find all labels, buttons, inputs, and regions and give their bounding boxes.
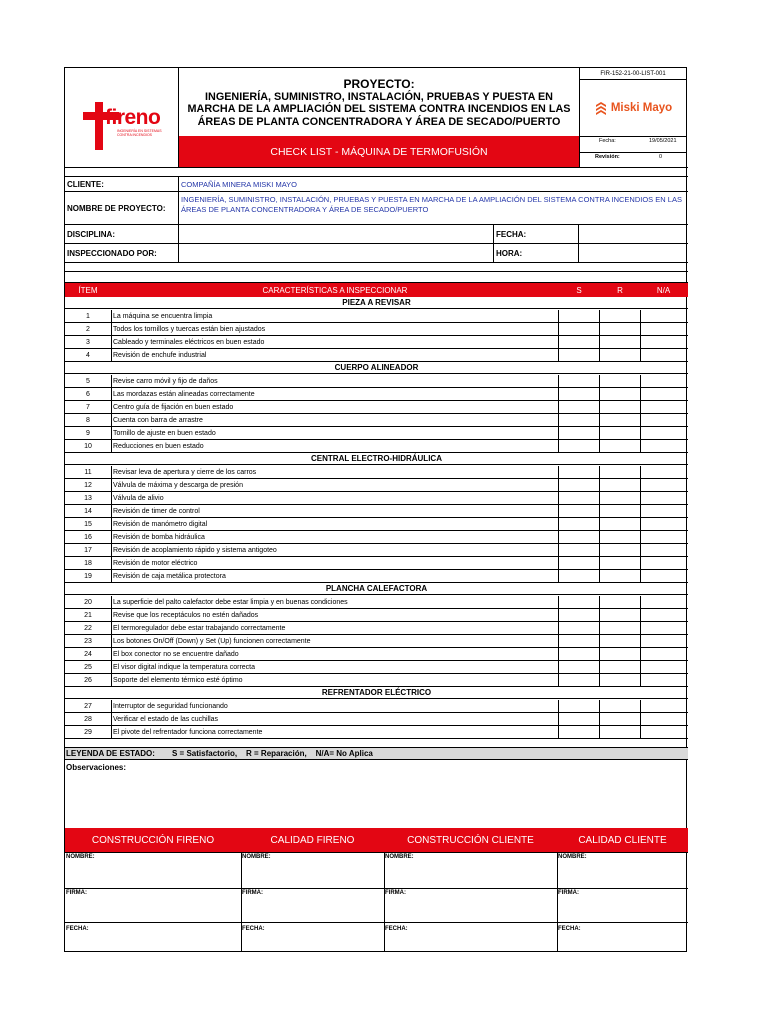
check-na[interactable] (640, 700, 687, 712)
table-header (65, 283, 688, 297)
check-na[interactable] (640, 336, 687, 348)
sig-header-calidad-fireno: CALIDAD FIRENO (270, 834, 355, 846)
table-row (65, 414, 688, 427)
check-r[interactable] (599, 518, 640, 530)
check-na[interactable] (640, 466, 687, 478)
table-row (65, 596, 688, 609)
check-r[interactable] (599, 440, 640, 452)
checklist-title: CHECK LIST - MÁQUINA DE TERMOFUSIÓN (179, 136, 579, 167)
table-row (65, 635, 688, 648)
project-title: INGENIERÍA, SUMINISTRO, INSTALACIÓN, PRUEBAS Y PUESTA EN MARCHA DE LA AMPLIACIÓN DEL SISTEMA CONTRA INCENDIOS EN LAS ÁREAS DE PLANTA CONCENTRADORA Y ÁREA DE SECADO/PUERTO (187, 90, 571, 128)
table-row (65, 700, 688, 713)
check-na[interactable] (640, 596, 687, 608)
check-r[interactable] (599, 466, 640, 478)
disciplina-field[interactable] (179, 225, 493, 243)
item-number: 5 (86, 377, 90, 385)
check-s[interactable] (558, 466, 599, 478)
cliente-label: CLIENTE: (67, 179, 104, 189)
item-text: Revisión de timer de control (113, 507, 200, 515)
item-number: 2 (86, 325, 90, 333)
item-number: 25 (84, 663, 92, 671)
item-number: 9 (86, 429, 90, 437)
check-s[interactable] (558, 427, 599, 439)
check-na[interactable] (640, 323, 687, 335)
table-row (65, 466, 688, 479)
revision-label: Revisión: (595, 154, 620, 160)
item-number: 15 (84, 520, 92, 528)
hora-field[interactable] (579, 244, 686, 262)
project-header (179, 69, 579, 136)
item-number: 3 (86, 338, 90, 346)
col-s: S (576, 285, 582, 295)
section-title: REFRENTADOR ELÉCTRICO (65, 687, 688, 699)
miski-mayo-logo-text: Miski Mayo (610, 102, 673, 114)
table-row (65, 713, 688, 726)
table-row (65, 427, 688, 440)
check-na[interactable] (640, 726, 687, 738)
item-number: 27 (84, 702, 92, 710)
sig4-nombre-label: NOMBRE: (558, 854, 587, 860)
check-r[interactable] (599, 726, 640, 738)
item-text: Válvula de máxima y descarga de presión (113, 481, 243, 489)
check-s[interactable] (558, 570, 599, 582)
cliente-value[interactable]: COMPAÑÍA MINERA MISKI MAYO (181, 179, 297, 189)
sig-header-calidad-cliente: CALIDAD CLIENTE (578, 834, 667, 846)
item-number: 7 (86, 403, 90, 411)
check-s[interactable] (558, 700, 599, 712)
check-s[interactable] (558, 310, 599, 322)
item-text: El pivote del refrentador funciona correctamente (113, 728, 263, 736)
check-s[interactable] (558, 349, 599, 361)
section-title: PLANCHA CALEFACTORA (65, 583, 688, 595)
check-na[interactable] (640, 479, 687, 491)
checklist-body (65, 297, 688, 747)
check-na[interactable] (640, 622, 687, 634)
fireno-logo-text: fireno (105, 106, 161, 129)
check-r[interactable] (599, 401, 640, 413)
sig1-fecha-label: FECHA: (66, 926, 89, 932)
check-na[interactable] (640, 414, 687, 426)
checklist-sheet (64, 67, 687, 952)
check-na[interactable] (640, 674, 687, 686)
check-r[interactable] (599, 674, 640, 686)
check-s[interactable] (558, 440, 599, 452)
check-s[interactable] (558, 479, 599, 491)
table-row (65, 518, 688, 531)
check-na[interactable] (640, 570, 687, 582)
table-row (65, 479, 688, 492)
check-na[interactable] (640, 375, 687, 387)
item-text: Interruptor de seguridad funcionando (113, 702, 228, 710)
item-text: Revisión de manómetro digital (113, 520, 208, 528)
item-text: Cuenta con barra de arrastre (113, 416, 203, 424)
check-na[interactable] (640, 609, 687, 621)
table-row (65, 375, 688, 388)
check-s[interactable] (558, 388, 599, 400)
table-row (65, 622, 688, 635)
check-s[interactable] (558, 401, 599, 413)
check-r[interactable] (599, 479, 640, 491)
check-r[interactable] (599, 388, 640, 400)
item-text: Revisión de enchufe industrial (113, 351, 207, 359)
sig2-fecha-label: FECHA: (242, 926, 265, 932)
item-text: Todos los tornillos y tuercas están bien ajustados (113, 325, 266, 333)
item-text: Revisión de caja metálica protectora (113, 572, 226, 580)
signature-header (65, 828, 688, 852)
item-text: Revise carro móvil y fijo de daños (113, 377, 218, 385)
proyecto-heading: PROYECTO: (343, 76, 415, 91)
item-text: Soporte del elemento térmico esté óptimo (113, 676, 243, 684)
item-number: 28 (84, 715, 92, 723)
sig3-nombre-label: NOMBRE: (385, 854, 414, 860)
item-number: 11 (84, 468, 92, 476)
check-na[interactable] (640, 310, 687, 322)
check-r[interactable] (599, 531, 640, 543)
observaciones-box[interactable] (65, 760, 688, 828)
check-s[interactable] (558, 674, 599, 686)
table-row (65, 440, 688, 453)
section-title: CENTRAL ELECTRO-HIDRÁULICA (65, 453, 688, 465)
item-text: Revisar leva de apertura y cierre de los carros (113, 468, 257, 476)
item-number: 18 (84, 559, 92, 567)
check-r[interactable] (599, 375, 640, 387)
doc-code: FIR-152-21-00-LIST-001 (600, 71, 666, 77)
check-na[interactable] (640, 557, 687, 569)
check-s[interactable] (558, 726, 599, 738)
table-row (65, 557, 688, 570)
item-text: El box conector no se encuentre dañado (113, 650, 239, 658)
check-na[interactable] (640, 635, 687, 647)
item-text: Reducciones en buen estado (113, 442, 204, 450)
fecha-info-label: FECHA: (496, 229, 527, 239)
check-na[interactable] (640, 388, 687, 400)
check-s[interactable] (558, 661, 599, 673)
check-s[interactable] (558, 648, 599, 660)
table-row (65, 492, 688, 505)
check-r[interactable] (599, 661, 640, 673)
item-text: El termoregulador debe estar trabajando correctamente (113, 624, 286, 632)
check-s[interactable] (558, 557, 599, 569)
item-text: Revise que los receptáculos no estén dañados (113, 611, 259, 619)
col-caracteristicas: CARACTERÍSTICAS A INSPECCIONAR (262, 285, 408, 295)
table-row (65, 544, 688, 557)
check-r[interactable] (599, 609, 640, 621)
item-number: 13 (84, 494, 92, 502)
item-number: 16 (84, 533, 92, 541)
legend-text: S = Satisfactorio, R = Reparación, N/A= No Aplica (172, 749, 373, 758)
table-row (65, 505, 688, 518)
revision-value: 0 (659, 154, 663, 160)
sig1-firma-label: FIRMA: (66, 890, 87, 896)
item-number: 26 (84, 676, 92, 684)
inspeccionado-label: INSPECCIONADO POR: (67, 248, 157, 258)
check-s[interactable] (558, 492, 599, 504)
check-s[interactable] (558, 596, 599, 608)
check-na[interactable] (640, 440, 687, 452)
check-r[interactable] (599, 713, 640, 725)
item-text: Revisión de acoplamiento rápido y sistema antigoteo (113, 546, 277, 554)
proyecto-label: NOMBRE DE PROYECTO: (67, 203, 166, 213)
check-na[interactable] (640, 401, 687, 413)
section-title: CUERPO ALINEADOR (65, 362, 688, 374)
item-text: Verificar el estado de las cuchillas (113, 715, 219, 723)
fireno-tagline: INGENIERÍA EN SISTEMAS CONTRA INCENDIOS (117, 129, 162, 137)
fireno-logo (65, 68, 178, 167)
check-r[interactable] (599, 635, 640, 647)
check-na[interactable] (640, 427, 687, 439)
legend-bar (65, 747, 688, 760)
item-number: 23 (84, 637, 92, 645)
table-row (65, 674, 688, 687)
table-row (65, 336, 688, 349)
check-na[interactable] (640, 661, 687, 673)
disciplina-label: DISCIPLINA: (67, 229, 115, 239)
item-number: 14 (84, 507, 92, 515)
check-na[interactable] (640, 544, 687, 556)
check-na[interactable] (640, 518, 687, 530)
fecha-field[interactable] (579, 225, 686, 243)
check-r[interactable] (599, 544, 640, 556)
item-number: 20 (84, 598, 92, 606)
item-number: 19 (84, 572, 92, 580)
item-number: 29 (84, 728, 92, 736)
item-number: 17 (84, 546, 92, 554)
check-s[interactable] (558, 609, 599, 621)
table-row (65, 323, 688, 336)
check-na[interactable] (640, 492, 687, 504)
table-row (65, 388, 688, 401)
sig3-firma-label: FIRMA: (385, 890, 406, 896)
table-row (65, 310, 688, 323)
item-text: La superficie del palto calefactor debe estar limpia y en buenas condiciones (113, 598, 348, 606)
check-r[interactable] (599, 323, 640, 335)
check-r[interactable] (599, 596, 640, 608)
item-text: Revisión de bomba hidráulica (113, 533, 205, 541)
item-text: Las mordazas están alineadas correctamente (113, 390, 255, 398)
check-r[interactable] (599, 700, 640, 712)
check-na[interactable] (640, 505, 687, 517)
item-text: Cableado y terminales eléctricos en buen estado (113, 338, 265, 346)
check-s[interactable] (558, 518, 599, 530)
fecha-label: Fecha: (599, 138, 616, 144)
check-r[interactable] (599, 310, 640, 322)
check-s[interactable] (558, 531, 599, 543)
inspeccionado-field[interactable] (179, 244, 493, 262)
check-na[interactable] (640, 713, 687, 725)
sig-header-construccion-fireno: CONSTRUCCIÓN FIRENO (91, 834, 215, 846)
miski-mayo-logo-mark (594, 101, 608, 115)
table-row (65, 401, 688, 414)
check-s[interactable] (558, 544, 599, 556)
item-text: Los botones On/Off (Down) y Set (Up) funcionen correctamente (113, 637, 311, 645)
table-row (65, 726, 688, 739)
table-row (65, 349, 688, 362)
check-r[interactable] (599, 349, 640, 361)
hora-label: HORA: (496, 248, 523, 258)
sig3-fecha-label: FECHA: (385, 926, 408, 932)
table-row (65, 661, 688, 674)
sig4-firma-label: FIRMA: (558, 890, 579, 896)
table-row (65, 531, 688, 544)
item-text: Revisión de motor eléctrico (113, 559, 198, 567)
check-r[interactable] (599, 492, 640, 504)
check-r[interactable] (599, 427, 640, 439)
item-text: Válvula de alivio (113, 494, 164, 502)
item-number: 6 (86, 390, 90, 398)
check-s[interactable] (558, 323, 599, 335)
miski-mayo-logo (580, 80, 686, 136)
item-number: 12 (84, 481, 92, 489)
item-number: 22 (84, 624, 92, 632)
check-r[interactable] (599, 414, 640, 426)
check-r[interactable] (599, 505, 640, 517)
check-r[interactable] (599, 622, 640, 634)
item-number: 1 (86, 312, 90, 320)
item-text: El visor digital indique la temperatura correcta (113, 663, 256, 671)
item-text: Tornillo de ajuste en buen estado (113, 429, 216, 437)
item-number: 4 (86, 351, 90, 359)
check-s[interactable] (558, 375, 599, 387)
item-number: 10 (84, 442, 92, 450)
item-number: 24 (84, 650, 92, 658)
check-s[interactable] (558, 622, 599, 634)
check-s[interactable] (558, 635, 599, 647)
table-row (65, 648, 688, 661)
item-number: 8 (86, 416, 90, 424)
col-item: ÍTEM (78, 285, 98, 295)
item-number: 21 (84, 611, 92, 619)
check-s[interactable] (558, 505, 599, 517)
sig2-firma-label: FIRMA: (242, 890, 263, 896)
col-r: R (617, 285, 623, 295)
check-r[interactable] (599, 648, 640, 660)
check-s[interactable] (558, 414, 599, 426)
legend-label: LEYENDA DE ESTADO: (66, 749, 155, 758)
check-s[interactable] (558, 713, 599, 725)
check-r[interactable] (599, 570, 640, 582)
observaciones-label: Observaciones: (66, 763, 127, 772)
table-row (65, 570, 688, 583)
sig4-fecha-label: FECHA: (558, 926, 581, 932)
fecha-value: 19/05/2021 (649, 138, 677, 144)
sig-header-construccion-cliente: CONSTRUCCIÓN CLIENTE (407, 834, 534, 846)
check-na[interactable] (640, 349, 687, 361)
table-row (65, 609, 688, 622)
col-na: N/A (656, 285, 671, 295)
check-s[interactable] (558, 336, 599, 348)
proyecto-value[interactable]: INGENIERÍA, SUMINISTRO, INSTALACIÓN, PRUEBAS Y PUESTA EN MARCHA DE LA AMPLIACIÓN DEL SISTEMA CONTRA INCENDIOS EN LAS ÁREAS DE PLANTA CONCENTRADORA Y ÁREA DE SECADO/PUERTO (181, 195, 682, 214)
item-text: Centro guía de fijación en buen estado (113, 403, 234, 411)
item-text: La máquina se encuentra limpia (113, 312, 213, 320)
check-r[interactable] (599, 557, 640, 569)
check-na[interactable] (640, 648, 687, 660)
sig1-nombre-label: NOMBRE: (66, 854, 95, 860)
check-na[interactable] (640, 531, 687, 543)
check-r[interactable] (599, 336, 640, 348)
section-title: PIEZA A REVISAR (65, 297, 688, 309)
sig2-nombre-label: NOMBRE: (242, 854, 271, 860)
